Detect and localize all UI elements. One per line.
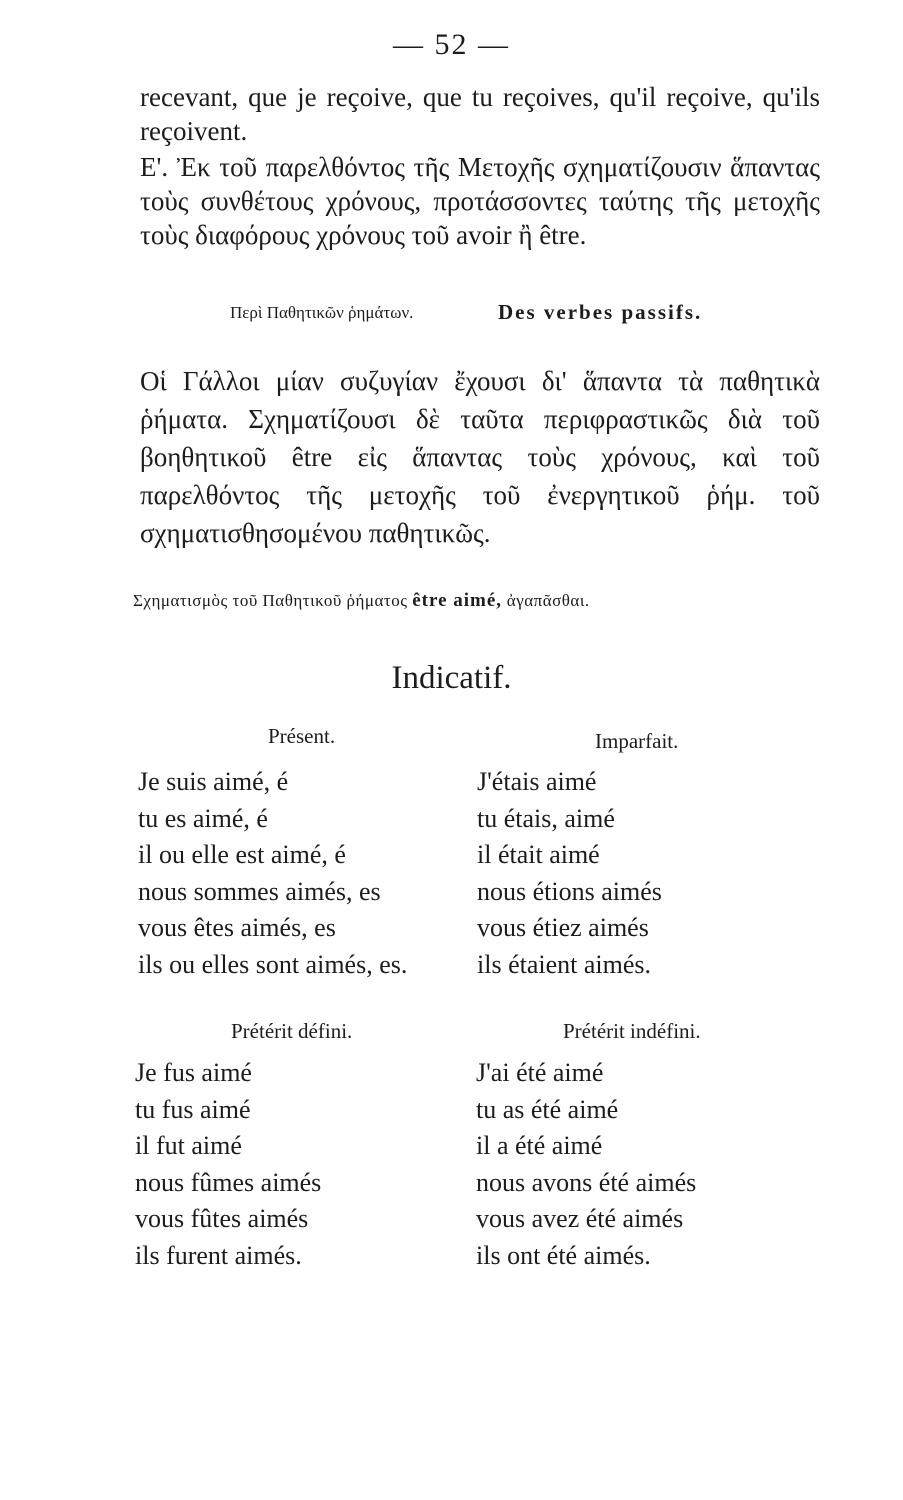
formation-heading-suffix: ἀγαπᾶσθαι. bbox=[506, 591, 590, 610]
conjugation-imparfait bbox=[477, 764, 662, 983]
conjugation-line: il fut aimé bbox=[135, 1131, 242, 1160]
conjugation-line: Je suis aimé, é bbox=[138, 767, 289, 796]
section-heading-french: Des verbes passifs. bbox=[498, 300, 703, 324]
formation-heading-verb: être aimé, bbox=[412, 590, 503, 611]
conjugation-line: ils ont été aimés. bbox=[476, 1240, 651, 1270]
paragraph-recevoir-subjunctive: recevant, que je reçoive, que tu reçoives, qu'il reçoive, qu'ils reçoivent. bbox=[140, 82, 820, 146]
conjugation-line: ils étaient aimés. bbox=[477, 949, 652, 979]
formation-heading-prefix: Σχηματισμὸς τοῦ Παθητικοῦ ῥήματος bbox=[133, 591, 408, 610]
conjugation-line: nous sommes aimés, es bbox=[138, 876, 381, 906]
conjugation-line: nous fûmes aimés bbox=[135, 1167, 322, 1197]
conjugation-line: tu es aimé, é bbox=[138, 803, 268, 833]
conjugation-line: vous avez été aimés bbox=[476, 1204, 684, 1233]
conjugation-line: J'ai été aimé bbox=[476, 1058, 604, 1087]
conjugation-preterit-defini bbox=[135, 1055, 321, 1274]
formation-heading bbox=[133, 590, 823, 612]
conjugation-present bbox=[138, 764, 407, 983]
conjugation-line: nous étions aimés bbox=[477, 876, 662, 906]
conjugation-line: J'étais aimé bbox=[477, 767, 597, 796]
paragraph-passive-verbs: Οἱ Γάλλοι μίαν συζυγίαν ἔχουσι δι' ἅπαντα τὰ παθητικὰ ῥήματα. Σχηματίζουσι δὲ ταῦτα περιφραστικῶς διὰ τοῦ βοηθητικοῦ être εἰς ἅπαντας τοὺς χρόνους, καὶ τοῦ παρελθόντος τῆς μετοχῆς τοῦ ἐνεργητικοῦ ῥήμ. τοῦ σχηματισθησομένου παθητικῶς. bbox=[140, 366, 820, 548]
conjugation-line: tu as été aimé bbox=[476, 1094, 619, 1124]
page-number: — 52 — bbox=[393, 28, 510, 61]
conjugation-line: il ou elle est aimé, é bbox=[138, 840, 346, 869]
conjugation-line: nous avons été aimés bbox=[476, 1167, 697, 1197]
section-heading-greek: Περὶ Παθητικῶν ῥημάτων. bbox=[230, 303, 414, 322]
conjugation-line: il a été aimé bbox=[476, 1131, 603, 1160]
conjugation-preterit-indefini bbox=[476, 1055, 696, 1274]
tense-title-imparfait: Imparfait. bbox=[595, 729, 679, 753]
conjugation-line: ils furent aimés. bbox=[135, 1240, 302, 1270]
tense-title-present: Présent. bbox=[268, 724, 336, 748]
conjugation-line: Je fus aimé bbox=[135, 1058, 252, 1087]
conjugation-line: ils ou elles sont aimés, es. bbox=[138, 949, 408, 979]
conjugation-line: tu étais, aimé bbox=[477, 803, 615, 833]
mood-title: Indicatif. bbox=[391, 660, 512, 696]
tense-title-preterit-indefini: Prétérit indéfini. bbox=[563, 1019, 701, 1043]
conjugation-line: il était aimé bbox=[477, 840, 600, 869]
conjugation-line: tu fus aimé bbox=[135, 1094, 251, 1124]
paragraph-compound-tenses: Ε'. Ἐκ τοῦ παρελθόντος τῆς Μετοχῆς σχηματίζουσιν ἅπαντας τοὺς συνθέτους χρόνους, προτάσσοντες ταύτης τῆς μετοχῆς τοὺς διαφόρους χρόνους τοῦ avoir ἢ être. bbox=[140, 152, 820, 250]
conjugation-line: vous fûtes aimés bbox=[135, 1204, 309, 1233]
conjugation-line: vous étiez aimés bbox=[477, 913, 649, 942]
conjugation-line: vous êtes aimés, es bbox=[138, 913, 336, 942]
tense-title-preterit-defini: Prétérit défini. bbox=[231, 1019, 353, 1043]
